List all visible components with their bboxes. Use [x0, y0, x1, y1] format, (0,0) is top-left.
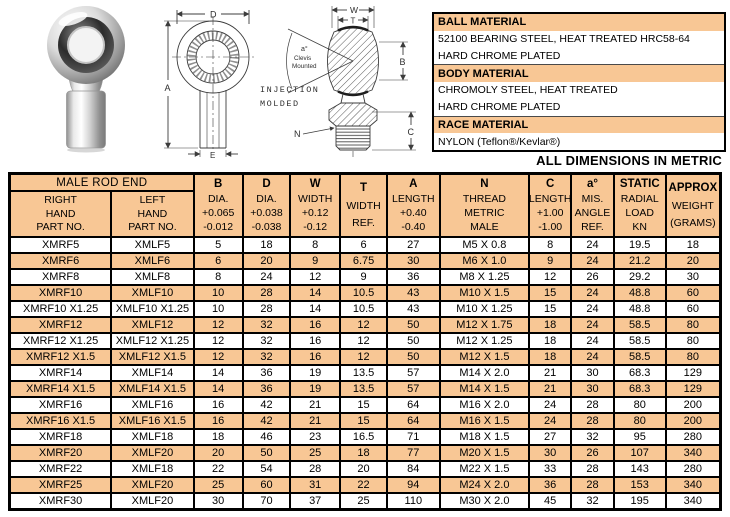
angle-note-line2: Mounted: [292, 63, 317, 70]
spec-value-cell: 280: [666, 461, 721, 477]
left-part-no-cell: XMLF10 X1.25: [111, 301, 193, 317]
spec-value-cell: 60: [243, 477, 291, 493]
table-row: [10, 301, 721, 317]
column-header-d: D DIA. +0.038 -0.038: [243, 174, 291, 238]
spec-value-cell: 68.3: [614, 365, 666, 381]
dim-label-e: E: [210, 151, 216, 160]
spec-value-cell: 71: [387, 429, 440, 445]
dim-label-b: B: [399, 57, 406, 67]
spec-value-cell: 48.8: [614, 301, 666, 317]
spec-value-cell: 68.3: [614, 381, 666, 397]
spec-value-cell: 28: [571, 397, 614, 413]
spec-value-cell: 10: [194, 301, 243, 317]
spec-value-cell: 30: [194, 493, 243, 510]
spec-value-cell: 48.8: [614, 285, 666, 301]
spec-value-cell: 18: [194, 429, 243, 445]
column-header-left-hand-part-no: LEFT HAND PART NO.: [111, 191, 193, 237]
rod-end-photo-graphic: [8, 0, 160, 158]
angle-note-line1: Clevis: [294, 55, 312, 62]
spec-value-cell: 50: [387, 317, 440, 333]
spec-value-cell: 15: [529, 285, 571, 301]
table-row: [10, 317, 721, 333]
table-row: [10, 493, 721, 510]
spec-value-cell: 36: [387, 269, 440, 285]
spec-value-cell: 27: [387, 237, 440, 253]
left-part-no-cell: XMLF5: [111, 237, 193, 253]
spec-value-cell: 10: [194, 285, 243, 301]
spec-value-cell: 23: [290, 429, 340, 445]
spec-value-cell: 15: [529, 301, 571, 317]
spec-value-cell: 21: [290, 397, 340, 413]
spec-value-cell: 12: [340, 333, 387, 349]
right-part-no-cell: XMRF16: [10, 397, 112, 413]
spec-value-cell: 28: [571, 413, 614, 429]
table-row: [10, 365, 721, 381]
left-part-no-cell: XMLF14 X1.5: [111, 381, 193, 397]
spec-value-cell: 19: [290, 365, 340, 381]
spec-value-cell: M20 X 1.5: [440, 445, 530, 461]
spec-value-cell: 77: [387, 445, 440, 461]
spec-value-cell: 21.2: [614, 253, 666, 269]
spec-value-cell: 64: [387, 397, 440, 413]
spec-value-cell: 20: [340, 461, 387, 477]
spec-value-cell: 28: [571, 477, 614, 493]
spec-value-cell: 25: [290, 445, 340, 461]
spec-value-cell: 14: [290, 285, 340, 301]
table-row: [10, 285, 721, 301]
spec-value-cell: 18: [340, 445, 387, 461]
left-part-no-cell: XMLF20: [111, 445, 193, 461]
left-part-no-cell: XMLF8: [111, 269, 193, 285]
spec-value-cell: 20: [666, 253, 721, 269]
spec-value-cell: M24 X 2.0: [440, 477, 530, 493]
spec-value-cell: 16: [290, 349, 340, 365]
spec-table: [8, 172, 722, 511]
column-header-a: a° MIS. ANGLE REF.: [571, 174, 614, 238]
spec-value-cell: 70: [243, 493, 291, 510]
right-part-no-cell: XMRF12: [10, 317, 112, 333]
spec-value-cell: 80: [666, 333, 721, 349]
spec-value-cell: 36: [243, 381, 291, 397]
table-row: [10, 349, 721, 365]
spec-value-cell: 27: [529, 429, 571, 445]
right-part-no-cell: XMRF14 X1.5: [10, 381, 112, 397]
left-part-no-cell: XMLF16: [111, 397, 193, 413]
spec-value-cell: 20: [194, 445, 243, 461]
spec-value-cell: 24: [243, 269, 291, 285]
spec-value-cell: 16: [290, 333, 340, 349]
spec-value-cell: 20: [243, 253, 291, 269]
table-row: [10, 477, 721, 493]
left-part-no-cell: XMLF20: [111, 493, 193, 510]
spec-value-cell: 14: [290, 301, 340, 317]
spec-value-cell: 26: [571, 269, 614, 285]
spec-value-cell: 16.5: [340, 429, 387, 445]
right-part-no-cell: XMRF22: [10, 461, 112, 477]
right-part-no-cell: XMRF5: [10, 237, 112, 253]
spec-value-cell: 22: [194, 461, 243, 477]
spec-value-cell: M8 X 1.25: [440, 269, 530, 285]
dimensions-note: ALL DIMENSIONS IN METRIC: [536, 153, 722, 168]
spec-value-cell: 200: [666, 397, 721, 413]
spec-value-cell: 6.75: [340, 253, 387, 269]
spec-value-cell: M10 X 1.25: [440, 301, 530, 317]
spec-value-cell: 50: [387, 349, 440, 365]
spec-value-cell: 14: [194, 365, 243, 381]
spec-value-cell: M14 X 1.5: [440, 381, 530, 397]
material-line: HARD CHROME PLATED: [438, 49, 561, 62]
spec-value-cell: M12 X 1.25: [440, 333, 530, 349]
spec-value-cell: 29.2: [614, 269, 666, 285]
table-row: [10, 253, 721, 269]
column-header-b: B DIA. +0.065 -0.012: [194, 174, 243, 238]
spec-value-cell: 16: [194, 413, 243, 429]
spec-value-cell: 37: [290, 493, 340, 510]
spec-value-cell: 22: [340, 477, 387, 493]
angle-label: a°: [301, 46, 308, 53]
spec-value-cell: 9: [529, 253, 571, 269]
spec-value-cell: 43: [387, 285, 440, 301]
table-row: [10, 381, 721, 397]
column-header-n: N THREAD METRIC MALE: [440, 174, 530, 238]
spec-value-cell: 200: [666, 413, 721, 429]
spec-value-cell: M22 X 1.5: [440, 461, 530, 477]
spec-value-cell: 12: [194, 349, 243, 365]
spec-value-cell: 18: [529, 349, 571, 365]
spec-value-cell: 24: [571, 349, 614, 365]
left-part-no-cell: XMLF6: [111, 253, 193, 269]
table-row: [10, 461, 721, 477]
spec-value-cell: 24: [529, 397, 571, 413]
spec-value-cell: 24: [571, 253, 614, 269]
spec-value-cell: 58.5: [614, 317, 666, 333]
spec-value-cell: M12 X 1.5: [440, 349, 530, 365]
spec-value-cell: 30: [529, 445, 571, 461]
spec-value-cell: 32: [243, 317, 291, 333]
spec-value-cell: 18: [529, 333, 571, 349]
spec-value-cell: M18 X 1.5: [440, 429, 530, 445]
spec-value-cell: 80: [666, 349, 721, 365]
spec-value-cell: 28: [571, 461, 614, 477]
spec-value-cell: 8: [290, 237, 340, 253]
spec-value-cell: 24: [571, 333, 614, 349]
table-row: [10, 397, 721, 413]
product-photo: [8, 0, 160, 158]
dim-label-t: T: [350, 16, 356, 26]
spec-value-cell: 340: [666, 445, 721, 461]
spec-value-cell: 30: [666, 269, 721, 285]
spec-value-cell: 30: [571, 381, 614, 397]
spec-value-cell: 95: [614, 429, 666, 445]
spec-value-cell: 32: [571, 493, 614, 510]
group-header-male-rod-end: MALE ROD END: [10, 174, 194, 192]
left-part-no-cell: XMLF18: [111, 429, 193, 445]
spec-value-cell: 12: [194, 333, 243, 349]
table-row: [10, 269, 721, 285]
spec-value-cell: 21: [529, 365, 571, 381]
dim-label-c: C: [407, 127, 414, 137]
spec-value-cell: 57: [387, 365, 440, 381]
materials-box: [432, 12, 726, 152]
spec-value-cell: 84: [387, 461, 440, 477]
spec-value-cell: 24: [529, 413, 571, 429]
material-line: HARD CHROME PLATED: [438, 101, 561, 114]
spec-value-cell: 50: [243, 445, 291, 461]
spec-value-cell: 15: [340, 413, 387, 429]
spec-value-cell: 80: [614, 413, 666, 429]
table-row: [10, 237, 721, 253]
spec-value-cell: 46: [243, 429, 291, 445]
right-part-no-cell: XMRF12 X1.5: [10, 349, 112, 365]
spec-value-cell: 8: [194, 269, 243, 285]
spec-value-cell: M10 X 1.5: [440, 285, 530, 301]
spec-value-cell: 36: [529, 477, 571, 493]
spec-value-cell: 13.5: [340, 365, 387, 381]
spec-value-cell: 153: [614, 477, 666, 493]
material-line: NYLON (Teflon®/Kevlar®): [438, 135, 561, 148]
right-part-no-cell: XMRF14: [10, 365, 112, 381]
column-header-t: T WIDTH REF.: [340, 174, 387, 238]
spec-value-cell: 6: [194, 253, 243, 269]
spec-value-cell: 15: [340, 397, 387, 413]
spec-value-cell: M14 X 2.0: [440, 365, 530, 381]
right-part-no-cell: XMRF12 X1.25: [10, 333, 112, 349]
spec-value-cell: 24: [571, 301, 614, 317]
spec-value-cell: 36: [243, 365, 291, 381]
spec-value-cell: 12: [290, 269, 340, 285]
spec-value-cell: 280: [666, 429, 721, 445]
spec-value-cell: 19.5: [614, 237, 666, 253]
dim-label-a: A: [164, 83, 171, 93]
left-part-no-cell: XMLF20: [111, 477, 193, 493]
left-part-no-cell: XMLF18: [111, 461, 193, 477]
spec-value-cell: 45: [529, 493, 571, 510]
table-row: [10, 413, 721, 429]
material-section-header: BALL MATERIAL: [434, 14, 724, 31]
dim-label-n: N: [294, 129, 301, 139]
spec-value-cell: 28: [243, 285, 291, 301]
injection-molded-label-line2: MOLDED: [260, 99, 300, 109]
spec-value-cell: 24: [571, 285, 614, 301]
spec-value-cell: 32: [571, 429, 614, 445]
side-view-drawing: [258, 0, 434, 160]
spec-value-cell: 30: [387, 253, 440, 269]
right-part-no-cell: XMRF6: [10, 253, 112, 269]
table-header-row: [10, 174, 721, 192]
column-header-a: A LENGTH +0.40 -0.40: [387, 174, 440, 238]
injection-molded-label-line1: INJECTION: [260, 85, 320, 95]
front-view-drawing: [160, 0, 266, 160]
column-header-right-hand-part-no: RIGHT HAND PART NO.: [10, 191, 112, 237]
spec-value-cell: 9: [340, 269, 387, 285]
left-part-no-cell: XMLF16 X1.5: [111, 413, 193, 429]
spec-value-cell: 12: [194, 317, 243, 333]
spec-value-cell: 33: [529, 461, 571, 477]
spec-value-cell: 195: [614, 493, 666, 510]
spec-value-cell: 12: [340, 349, 387, 365]
spec-value-cell: 13.5: [340, 381, 387, 397]
spec-value-cell: 42: [243, 413, 291, 429]
spec-value-cell: 80: [614, 397, 666, 413]
spec-value-cell: M5 X 0.8: [440, 237, 530, 253]
spec-value-cell: 31: [290, 477, 340, 493]
spec-value-cell: 129: [666, 365, 721, 381]
spec-value-cell: 16: [290, 317, 340, 333]
spec-value-cell: 60: [666, 285, 721, 301]
dim-label-d: D: [210, 9, 217, 20]
spec-value-cell: M6 X 1.0: [440, 253, 530, 269]
spec-value-cell: 18: [529, 317, 571, 333]
spec-value-cell: 57: [387, 381, 440, 397]
spec-value-cell: 5: [194, 237, 243, 253]
left-part-no-cell: XMLF10: [111, 285, 193, 301]
spec-value-cell: 26: [571, 445, 614, 461]
spec-value-cell: 143: [614, 461, 666, 477]
table-row: [10, 445, 721, 461]
spec-value-cell: 21: [290, 413, 340, 429]
right-part-no-cell: XMRF30: [10, 493, 112, 510]
right-part-no-cell: XMRF8: [10, 269, 112, 285]
spec-value-cell: 50: [387, 333, 440, 349]
spec-value-cell: 12: [529, 269, 571, 285]
material-line: 52100 BEARING STEEL, HEAT TREATED HRC58-64: [438, 33, 690, 46]
spec-value-cell: 6: [340, 237, 387, 253]
right-part-no-cell: XMRF10 X1.25: [10, 301, 112, 317]
spec-value-cell: 110: [387, 493, 440, 510]
right-part-no-cell: XMRF16 X1.5: [10, 413, 112, 429]
column-header-approx: APPROX WEIGHT (GRAMS): [666, 174, 721, 238]
right-part-no-cell: XMRF25: [10, 477, 112, 493]
left-part-no-cell: XMLF12 X1.25: [111, 333, 193, 349]
spec-value-cell: 24: [571, 237, 614, 253]
spec-value-cell: 28: [290, 461, 340, 477]
right-part-no-cell: XMRF18: [10, 429, 112, 445]
spec-value-cell: 94: [387, 477, 440, 493]
spec-value-cell: 58.5: [614, 333, 666, 349]
spec-value-cell: 19: [290, 381, 340, 397]
spec-value-cell: 58.5: [614, 349, 666, 365]
spec-value-cell: 32: [243, 333, 291, 349]
spec-value-cell: 12: [340, 317, 387, 333]
spec-value-cell: 60: [666, 301, 721, 317]
left-part-no-cell: XMLF12: [111, 317, 193, 333]
column-header-static: STATIC RADIAL LOAD KN: [614, 174, 666, 238]
spec-value-cell: 30: [571, 365, 614, 381]
spec-value-cell: 18: [243, 237, 291, 253]
spec-value-cell: 340: [666, 477, 721, 493]
spec-value-cell: 129: [666, 381, 721, 397]
spec-value-cell: 10.5: [340, 285, 387, 301]
table-row: [10, 429, 721, 445]
spec-value-cell: 25: [194, 477, 243, 493]
spec-value-cell: 8: [529, 237, 571, 253]
spec-value-cell: 107: [614, 445, 666, 461]
spec-value-cell: 18: [666, 237, 721, 253]
spec-value-cell: 340: [666, 493, 721, 510]
spec-value-cell: 28: [243, 301, 291, 317]
spec-value-cell: 14: [194, 381, 243, 397]
column-header-c: C LENGTH +1.00 -1.00: [529, 174, 571, 238]
right-part-no-cell: XMRF10: [10, 285, 112, 301]
column-header-w: W WIDTH +0.12 -0.12: [290, 174, 340, 238]
spec-value-cell: 42: [243, 397, 291, 413]
spec-value-cell: 25: [340, 493, 387, 510]
material-section-header: RACE MATERIAL: [434, 116, 724, 134]
spec-value-cell: M30 X 2.0: [440, 493, 530, 510]
spec-value-cell: 32: [243, 349, 291, 365]
material-line: CHROMOLY STEEL, HEAT TREATED: [438, 84, 618, 97]
spec-value-cell: M12 X 1.75: [440, 317, 530, 333]
right-part-no-cell: XMRF20: [10, 445, 112, 461]
spec-value-cell: 16: [194, 397, 243, 413]
dim-label-w: W: [350, 5, 359, 15]
spec-value-cell: 21: [529, 381, 571, 397]
spec-value-cell: 43: [387, 301, 440, 317]
spec-value-cell: M16 X 2.0: [440, 397, 530, 413]
spec-value-cell: 24: [571, 317, 614, 333]
table-header: [10, 174, 721, 238]
left-part-no-cell: XMLF12 X1.5: [111, 349, 193, 365]
spec-value-cell: 80: [666, 317, 721, 333]
table-row: [10, 333, 721, 349]
spec-value-cell: 10.5: [340, 301, 387, 317]
spec-value-cell: 9: [290, 253, 340, 269]
spec-value-cell: 54: [243, 461, 291, 477]
left-part-no-cell: XMLF14: [111, 365, 193, 381]
spec-value-cell: M16 X 1.5: [440, 413, 530, 429]
material-section-header: BODY MATERIAL: [434, 64, 724, 82]
spec-value-cell: 64: [387, 413, 440, 429]
table-body: [10, 237, 721, 510]
